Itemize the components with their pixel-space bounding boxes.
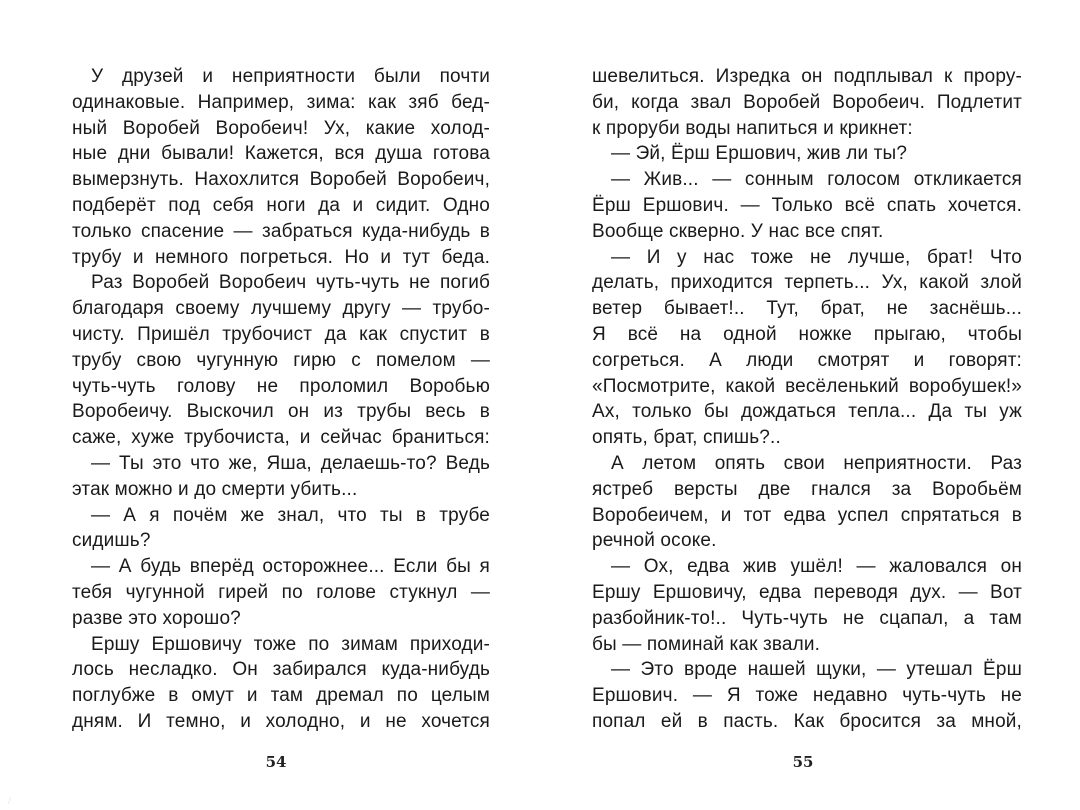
text-line: — А будь вперёд осторожнее... Если бы я bbox=[91, 556, 490, 578]
text-line: ные дни бывали! Кажется, вся душа готова bbox=[72, 143, 490, 165]
text-line: ястреб версты две гнался за Воробьём bbox=[592, 478, 1022, 500]
text-line: только спасение — забраться куда-нибудь в bbox=[72, 220, 490, 242]
right-page bbox=[540, 0, 1080, 810]
text-line: — Ты это что же, Яша, делаешь-то? Ведь bbox=[91, 452, 490, 474]
corner-watermark-icon: / bbox=[8, 796, 11, 806]
text-line: речной осоке. bbox=[592, 530, 717, 552]
text-line: саже, хуже трубочиста, и сейчас браниться: bbox=[72, 427, 490, 449]
text-line: Раз Воробей Воробеич чуть-чуть не погиб bbox=[91, 272, 490, 294]
text-line: вымерзнуть. Нахохлится Воробей Воробеич, bbox=[72, 169, 490, 191]
text-line: опять, брат, спишь?.. bbox=[592, 427, 781, 449]
page-number-right: 55 bbox=[792, 753, 814, 771]
left-page-text bbox=[72, 64, 490, 735]
text-line: ветер бывает!.. Тут, брат, не заснёшь... bbox=[592, 298, 1022, 320]
text-line: А летом опять свои неприятности. Раз bbox=[611, 452, 1022, 474]
text-line: — Это вроде нашей щуки, — утешал Ёрш bbox=[611, 659, 1022, 681]
text-line: этак можно и до смерти убить... bbox=[72, 478, 358, 500]
text-line: — Ох, едва жив ушёл! — жаловался он bbox=[611, 556, 1022, 578]
text-line: У друзей и неприятности были почти bbox=[91, 66, 490, 87]
text-line: Ершович. — Я тоже недавно чуть-чуть не bbox=[592, 685, 1022, 707]
text-line: Ах, только бы дождаться тепла... Да ты уж bbox=[592, 401, 1022, 423]
text-line: — И у нас тоже не лучше, брат! Что bbox=[611, 246, 1022, 268]
text-line: би, когда звал Воробей Воробеич. Подлетит bbox=[592, 91, 1022, 113]
text-line: разве это хорошо? bbox=[72, 607, 241, 629]
text-line: трубу свою чугунную гирю с помелом — bbox=[72, 349, 490, 371]
text-line: — Жив... — сонным голосом откликается bbox=[611, 169, 1022, 191]
text-line: делать, приходится терпеть... Ух, какой злой bbox=[592, 272, 1022, 294]
text-line: разбойник-то!.. Чуть-чуть не сцапал, а там bbox=[592, 607, 1022, 629]
text-line: дням. И темно, и холодно, и не хочется bbox=[72, 710, 490, 732]
text-line: сидишь? bbox=[72, 530, 151, 552]
text-line: лось несладко. Он забирался куда-нибудь bbox=[72, 659, 490, 681]
text-line: трубу и немного погреться. Но и тут беда. bbox=[72, 246, 490, 268]
text-line: тебя чугунной гирей по голове стукнул — bbox=[72, 581, 490, 603]
text-line: Вообще скверно. У нас все спят. bbox=[592, 220, 884, 242]
text-line: — А я почём же знал, что ты в трубе bbox=[91, 504, 490, 526]
text-line: ный Воробей Воробеич! Ух, какие холод- bbox=[72, 117, 490, 139]
text-line: Я всё на одной ножке прыгаю, чтобы bbox=[592, 323, 1022, 345]
text-line: попал ей в пасть. Как бросится за мной, bbox=[592, 710, 1022, 732]
text-line: к проруби воды напиться и крикнет: bbox=[592, 117, 913, 139]
text-line: бы — поминай как звали. bbox=[592, 633, 821, 655]
text-line: «Посмотрите, какой весёленький воробушек!» bbox=[592, 375, 1022, 397]
page-number-left: 54 bbox=[265, 753, 287, 771]
text-line: чисту. Пришёл трубочист да как спустит в bbox=[72, 323, 490, 345]
text-line: Ершу Ершовичу тоже по зимам приходи- bbox=[91, 633, 490, 655]
text-line: одинаковые. Например, зима: как зяб бед- bbox=[72, 91, 490, 113]
text-line: согреться. А люди смотрят и говорят: bbox=[592, 349, 1022, 371]
text-line: Воробеичем, и тот едва успел спрятаться в bbox=[592, 504, 1022, 526]
text-line: Ершу Ершовичу, едва переводя дух. — Вот bbox=[592, 581, 1022, 603]
text-line: поглубже в омут и там дремал по целым bbox=[72, 685, 490, 707]
right-page-text bbox=[592, 64, 1022, 735]
text-line: Ёрш Ершович. — Только всё спать хочется. bbox=[592, 194, 1022, 216]
text-line: чуть-чуть голову не проломил Воробью bbox=[72, 375, 490, 397]
text-line: благодаря своему лучшему другу — трубо- bbox=[72, 298, 490, 320]
text-line: подберёт под себя ноги да и сидит. Одно bbox=[72, 194, 490, 216]
text-line: — Эй, Ёрш Ершович, жив ли ты? bbox=[611, 143, 908, 165]
text-line: шевелиться. Изредка он подплывал к прору- bbox=[592, 66, 1022, 87]
text-line: Воробеичу. Выскочил он из трубы весь в bbox=[72, 401, 490, 423]
